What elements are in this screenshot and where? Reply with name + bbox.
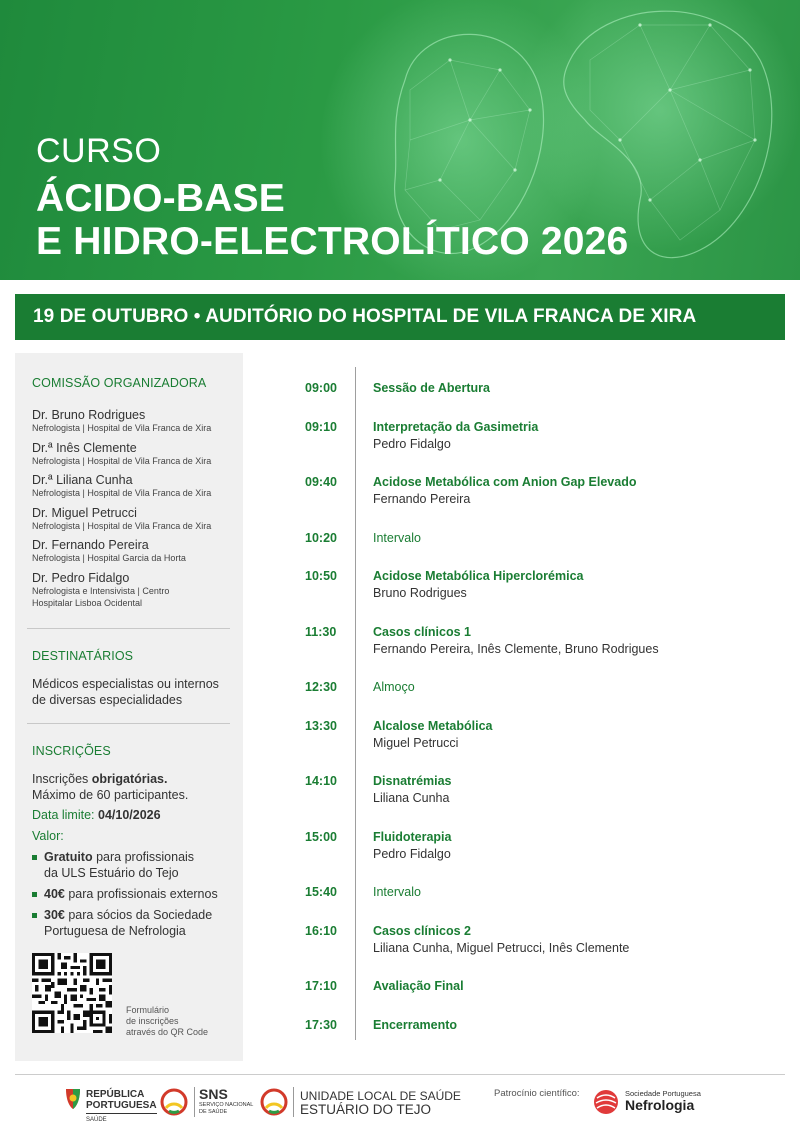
spn-logo-text [625,1089,701,1113]
title-line-2: E HIDRO-ELECTROLÍTICO 2026 [36,220,629,263]
program-speakers: Miguel Petrucci [373,736,459,750]
price-amount: 40€ [44,887,65,901]
price-desc-cont: da ULS Estuário do Tejo [44,866,179,880]
program-speakers: Liliana Cunha, Miguel Petrucci, Inês Clemente [373,941,630,955]
price-desc: para profissionais [92,850,195,864]
price-amount: 30€ [44,908,65,922]
program-time: 15:00 [305,830,337,844]
sns-logo-icon [160,1088,188,1116]
spn-small: Sociedade Portuguesa [625,1089,701,1098]
price-item [32,907,237,939]
program-time: 16:10 [305,924,337,938]
committee-member [32,538,232,564]
program-time: 17:30 [305,1018,337,1032]
uls-logo-icon [260,1088,288,1116]
program-title: Acidose Metabólica Hiperclorémica [373,569,584,583]
price-amount: Gratuito [44,850,93,864]
program-speakers: Liliana Cunha [373,791,450,805]
registration-prefix: Inscrições [32,772,92,786]
course-title [36,177,628,263]
registration-heading: INSCRIÇÕES [32,744,111,758]
member-name: Dr. Bruno Rodrigues [32,408,146,422]
info-panel [15,353,243,1061]
uls-line: ESTUÁRIO DO TEJO [300,1102,432,1117]
program-speakers: Bruno Rodrigues [373,586,467,600]
title-line-1: ÁCIDO-BASE [36,177,286,220]
program-time: 11:30 [305,625,337,639]
price-item [32,886,237,902]
divider [27,628,230,629]
program-title: Disnatrémias [373,774,452,788]
uls-line: UNIDADE LOCAL DE SAÚDE [300,1089,461,1103]
price-item [32,849,237,881]
program-title: Acidose Metabólica com Anion Gap Elevado [373,475,637,489]
deadline-label: Data limite: [32,808,98,822]
program-time: 17:10 [305,979,337,993]
rp-line: SAÚDE [86,1113,157,1126]
registration-max: Máximo de 60 participantes. [32,788,189,802]
committee-member [32,441,232,467]
qr-caption [126,1005,208,1038]
program-title: Alcalose Metabólica [373,719,493,733]
value-label: Valor: [32,829,64,843]
committee-member [32,506,232,532]
audience-line: Médicos especialistas ou internos [32,677,219,691]
deadline-value: 04/10/2026 [98,808,161,822]
member-role: Nefrologista | Hospital de Vila Franca de Xira [32,456,212,466]
member-role: Nefrologista | Hospital de Vila Franca de Xira [32,488,212,498]
course-label: CURSO [36,132,162,170]
date-venue-band: 19 DE OUTUBRO • AUDITÓRIO DO HOSPITAL DE VILA FRANCA DE XIRA [15,294,785,340]
program-time: 09:40 [305,475,337,489]
program-title: Sessão de Abertura [373,381,490,395]
member-name: Dr. Miguel Petrucci [32,506,137,520]
member-role: Nefrologista | Hospital Garcia da Horta [32,553,186,563]
committee-member [32,408,232,434]
program-time: 10:50 [305,569,337,583]
program-time: 10:20 [305,531,337,545]
audience-heading: DESTINATÁRIOS [32,649,134,663]
member-role: Nefrologista e Intensivista | Centro [32,586,170,596]
audience-text [32,676,237,708]
divider [27,723,230,724]
qr-caption-line: de inscrições [126,1016,179,1026]
program-time: 15:40 [305,885,337,899]
program-title: Casos clínicos 2 [373,924,471,938]
sns-text: SNS [199,1086,228,1102]
committee-heading: COMISSÃO ORGANIZADORA [32,376,207,390]
sns-separator [194,1087,195,1117]
sns-sub: SERVIÇO NACIONAL [199,1102,254,1108]
program-time: 13:30 [305,719,337,733]
committee-member [32,571,232,609]
price-desc: para profissionais externos [64,887,218,901]
program-title: Intervalo [373,531,421,545]
member-role: Nefrologista | Hospital de Vila Franca de Xira [32,423,212,433]
program-title: Casos clínicos 1 [373,625,471,639]
uls-logo-text [300,1089,461,1117]
committee-member [32,473,232,499]
audience-line: de diversas especialidades [32,693,183,707]
spn-big: Nefrologia [625,1097,695,1113]
program-title: Fluidoterapia [373,830,452,844]
registration-qr-code[interactable] [32,953,112,1033]
program-speakers: Pedro Fidalgo [373,437,451,451]
footer-logos [0,1075,800,1131]
sns-sub: DE SAÚDE [199,1109,228,1115]
sns-logo-text [199,1087,253,1116]
registration-mandatory: obrigatórias. [91,772,168,786]
program-time: 14:10 [305,774,337,788]
rp-line: REPÚBLICA [86,1089,145,1100]
program-speakers: Fernando Pereira, Inês Clemente, Bruno Rodrigues [373,642,659,656]
program-title: Avaliação Final [373,979,464,993]
program-time: 09:10 [305,420,337,434]
spn-logo-icon [592,1088,620,1116]
member-name: Dr.ª Inês Clemente [32,441,137,455]
program-title: Almoço [373,680,415,694]
deadline [32,807,237,823]
member-role-cont: Hospitalar Lisboa Ocidental [32,598,143,608]
program-title: Interpretação da Gasimetria [373,420,539,434]
program-title: Intervalo [373,885,421,899]
price-desc: para sócios da Sociedade [64,908,213,922]
rp-line: PORTUGUESA [86,1100,157,1111]
program-time: 12:30 [305,680,337,694]
member-name: Dr. Pedro Fidalgo [32,571,130,585]
rp-logo-text [86,1089,157,1126]
uls-separator [293,1087,294,1117]
republica-portuguesa-emblem-icon [64,1087,82,1111]
qr-caption-line: Formulário [126,1005,170,1015]
program-time: 09:00 [305,381,337,395]
member-name: Dr.ª Liliana Cunha [32,473,133,487]
timeline-line [355,367,356,1040]
member-name: Dr. Fernando Pereira [32,538,149,552]
program-title: Encerramento [373,1018,458,1032]
registration-text [32,771,237,803]
price-desc-cont: Portuguesa de Nefrologia [44,924,186,938]
qr-caption-line: através do QR Code [126,1027,209,1037]
member-role: Nefrologista | Hospital de Vila Franca de Xira [32,521,212,531]
hero-banner [0,0,800,280]
program-speakers: Pedro Fidalgo [373,847,451,861]
program-speakers: Fernando Pereira [373,492,471,506]
sponsor-label: Patrocínio científico: [494,1088,580,1099]
